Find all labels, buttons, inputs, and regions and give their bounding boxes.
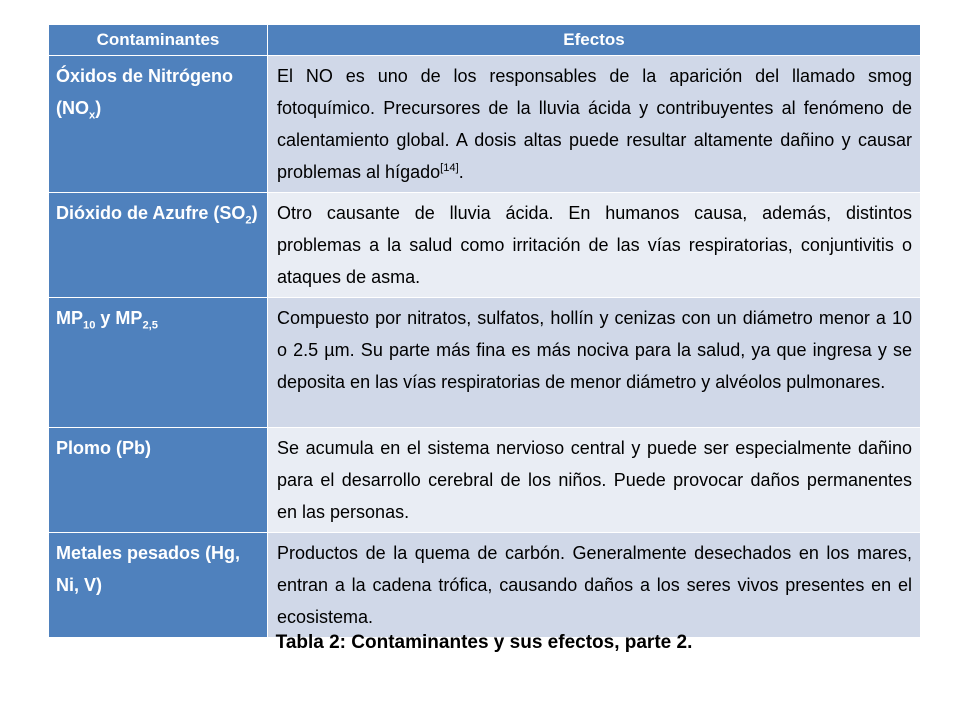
table-row — [49, 428, 921, 533]
table-row — [49, 56, 921, 193]
table-row — [49, 533, 921, 638]
contaminant-name: $MP_{10}$ y $MP_{2,5}$ — [49, 298, 268, 428]
contaminant-effect: Productos de la quema de carbón. Generalmente desechados en los mares, entran a la cadena trófica, causando daños a los seres vivos presentes en el ecosistema. — [268, 533, 921, 638]
table-header-row — [49, 25, 921, 56]
contaminant-name: Metales pesados (Hg, Ni, V) — [49, 533, 268, 638]
table-row — [49, 193, 921, 298]
header-efectos: Efectos — [268, 25, 921, 56]
contaminant-effect: Compuesto por nitratos, sulfatos, hollín y cenizas con un diámetro menor a 10 o 2.5 µm. Su parte más fina es más nociva para la salud, ya que ingresa y se deposita en las vías respiratorias de menor diámetro y alvéolos pulmonares. — [268, 298, 921, 428]
contaminant-effect: Se acumula en el sistema nervioso central y puede ser especialmente dañino para el desarrollo cerebral de los niños. Puede provocar daños permanentes en las personas. — [268, 428, 921, 533]
contaminants-table — [48, 24, 921, 638]
contaminant-effect: El NO es uno de los responsables de la aparición del llamado smog fotoquímico. Precursores de la lluvia ácida y contribuyentes al fenómeno de calentamiento global. A dosis altas puede resultar altamente dañino y causar problemas al hígado[14]. — [268, 56, 921, 193]
contaminant-name: Dióxido de Azufre $(SO_2)$ — [49, 193, 268, 298]
header-contaminantes: Contaminantes — [49, 25, 268, 56]
contaminant-effect: Otro causante de lluvia ácida. En humanos causa, además, distintos problemas a la salud como irritación de las vías respiratorias, conjuntivitis o ataques de asma. — [268, 193, 921, 298]
table-row — [49, 298, 921, 428]
contaminant-name: Óxidos de Nitrógeno $(NO_x)$ — [49, 56, 268, 193]
table-caption: Tabla 2: Contaminantes y sus efectos, parte 2. — [275, 632, 693, 653]
contaminant-name: Plomo (Pb) — [49, 428, 268, 533]
